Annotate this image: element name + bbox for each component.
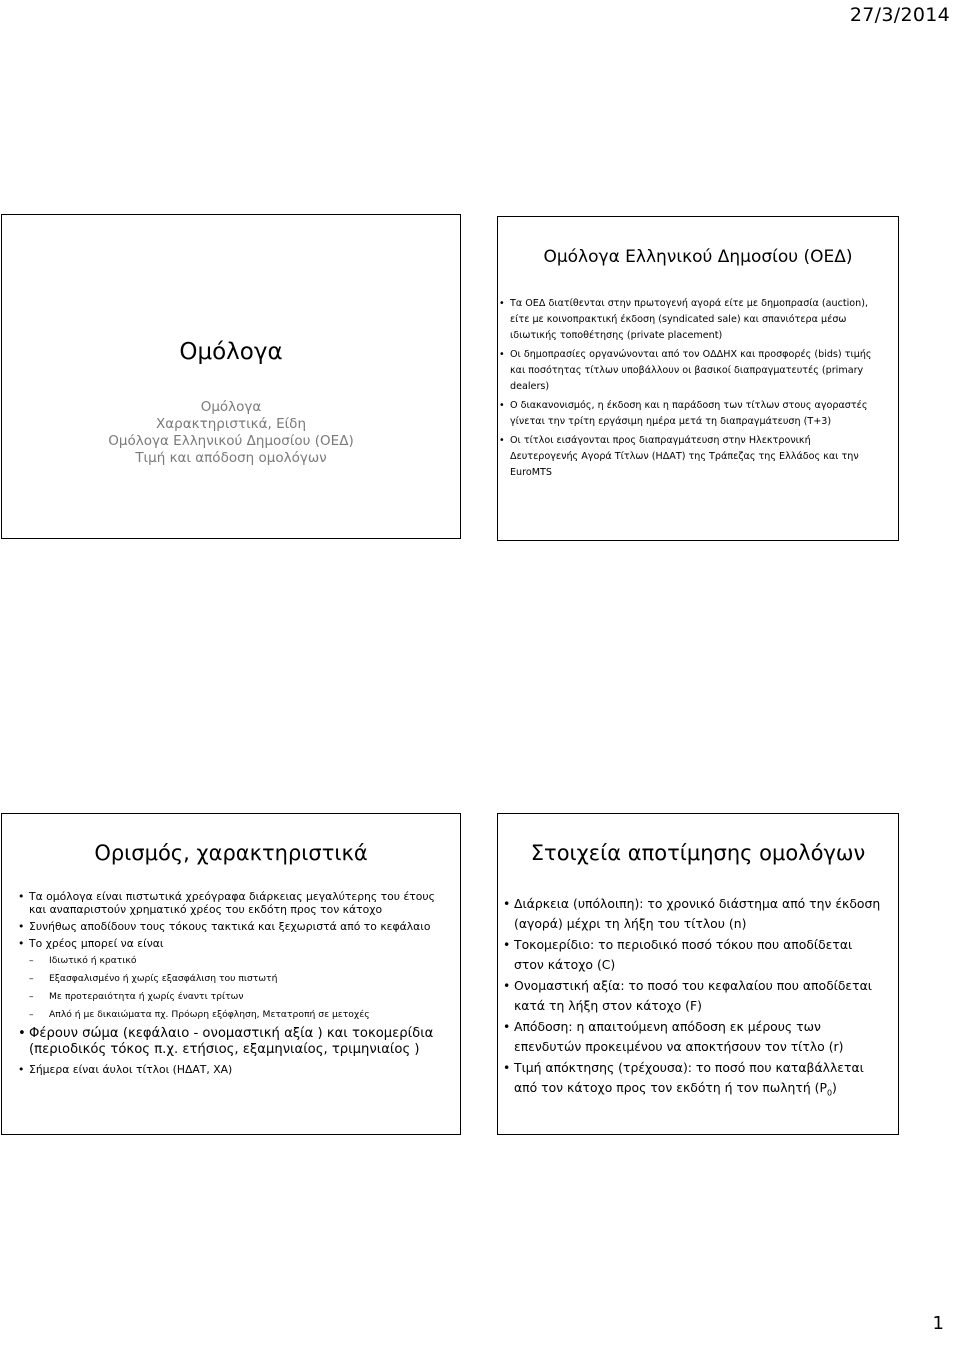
slide-valuation <box>497 813 899 1135</box>
bullet-item: • Φέρουν σώμα (κεφάλαιο - ονομαστική αξία ) και τοκομερίδια (περιοδικός τόκος π.χ. ετήσιος, εξαμηνιαίος, τριμηνιαίος ) <box>29 1026 449 1058</box>
bullet-list <box>510 296 875 484</box>
sub-bullet-item: – Ιδιωτικό ή κρατικό <box>29 954 449 967</box>
slide-title: Ορισμός, χαρακτηριστικά <box>94 841 368 865</box>
bullet-list <box>29 890 449 1080</box>
sub-bullet-item: – Εξασφαλισμένο ή χωρίς εξασφάλιση του πιστωτή <box>29 972 449 985</box>
bullet-item: • Οι τίτλοι εισάγονται προς διαπραγμάτευση στην Ηλεκτρονική Δευτερογενής Αγορά Τίτλων (ΗΔΑΤ) της Τράπεζας της Ελλάδος και την EuroMTS <box>510 433 875 481</box>
bullet-text: Τιμή απόκτησης (τρέχουσα): το ποσό που καταβάλλεται από τον κάτοχο προς τον εκδότη ή τον πωλητή (P <box>514 1060 864 1095</box>
bullet-item: • Διάρκεια (υπόλοιπη): το χρονικό διάστημα από την έκδοση (αγορά) μέχρι τη λήξη του τίτλου (n) <box>514 894 884 934</box>
page-number: 1 <box>932 1313 944 1334</box>
bullet-item: • Τοκομερίδιο: το περιοδικό ποσό τόκου που αποδίδεται στον κάτοχο (C) <box>514 935 884 975</box>
slide-oed <box>497 216 899 541</box>
slide-subtitles <box>2 399 460 467</box>
subtitle-line: Ομόλογα <box>200 399 262 415</box>
bullet-item: • Οι δημοπρασίες οργανώνονται από τον ΟΔΔΗΧ και προσφορές (bids) τιμής και ποσότητας τίτλων υποβάλλουν οι βασικοί διαπραγματευτές (primary dealers) <box>510 347 875 395</box>
header-date: 27/3/2014 <box>849 4 950 26</box>
sub-bullet-item: – Με προτεραιότητα ή χωρίς έναντι τρίτων <box>29 990 449 1003</box>
sub-bullet-item: – Απλό ή με δικαιώματα πχ. Πρόωρη εξόφληση, Μετατροπή σε μετοχές <box>29 1008 449 1021</box>
subtitle-line: Τιμή και απόδοση ομολόγων <box>135 450 327 466</box>
bullet-item: • Ο διακανονισμός, η έκδοση και η παράδοση των τίτλων στους αγοραστές γίνεται την τρίτη εργάσιμη ημέρα μετά τη διαπραγμάτευση (T+3) <box>510 398 875 430</box>
slide-title: Ομόλογα Ελληνικού Δημοσίου (ΟΕΔ) <box>543 247 853 267</box>
bullet-item: • Τα ομόλογα είναι πιστωτικά χρεόγραφα διάρκειας μεγαλύτερης του έτους και αναπαριστούν χρηματικό χρέος του εκδότη προς τον κάτοχο <box>29 890 449 916</box>
bullet-item: • Τα ΟΕΔ διατίθενται στην πρωτογενή αγορά είτε με δημοπρασία (auction), είτε με κοινοπρακτική έκδοση (syndicated sale) και σπανιότερα μέσω ιδιωτικής τοποθέτησης (private placement) <box>510 296 875 344</box>
subtitle-line: Ομόλογα Ελληνικού Δημοσίου (ΟΕΔ) <box>108 433 354 449</box>
slide-title-ombologa <box>1 214 461 539</box>
slide-title: Στοιχεία αποτίμησης ομολόγων <box>530 841 866 865</box>
bullet-item: • Ονομαστική αξία: το ποσό του κεφαλαίου που αποδίδεται κατά τη λήξη στον κάτοχο (F) <box>514 976 884 1016</box>
subtitle-line: Χαρακτηριστικά, Είδη <box>156 416 306 432</box>
bullet-list <box>514 894 884 1104</box>
slide-definition <box>1 813 461 1135</box>
bullet-item: • Σήμερα είναι άυλοι τίτλοι (ΗΔΑΤ, ΧΑ) <box>29 1063 449 1076</box>
slide-title: Ομόλογα <box>179 339 283 365</box>
bullet-item: • Συνήθως αποδίδουν τους τόκους τακτικά και ξεχωριστά από το κεφάλαιο <box>29 920 449 933</box>
bullet-item: • Απόδοση: η απαιτούμενη απόδοση εκ μέρους των επενδυτών προκειμένου να αποκτήσουν τον τίτλο (r) <box>514 1017 884 1057</box>
bullet-text-end: ) <box>832 1080 837 1095</box>
bullet-item: • Το χρέος μπορεί να είναι <box>29 937 449 950</box>
subscript: 0 <box>826 1088 833 1098</box>
bullet-item <box>514 1058 884 1103</box>
